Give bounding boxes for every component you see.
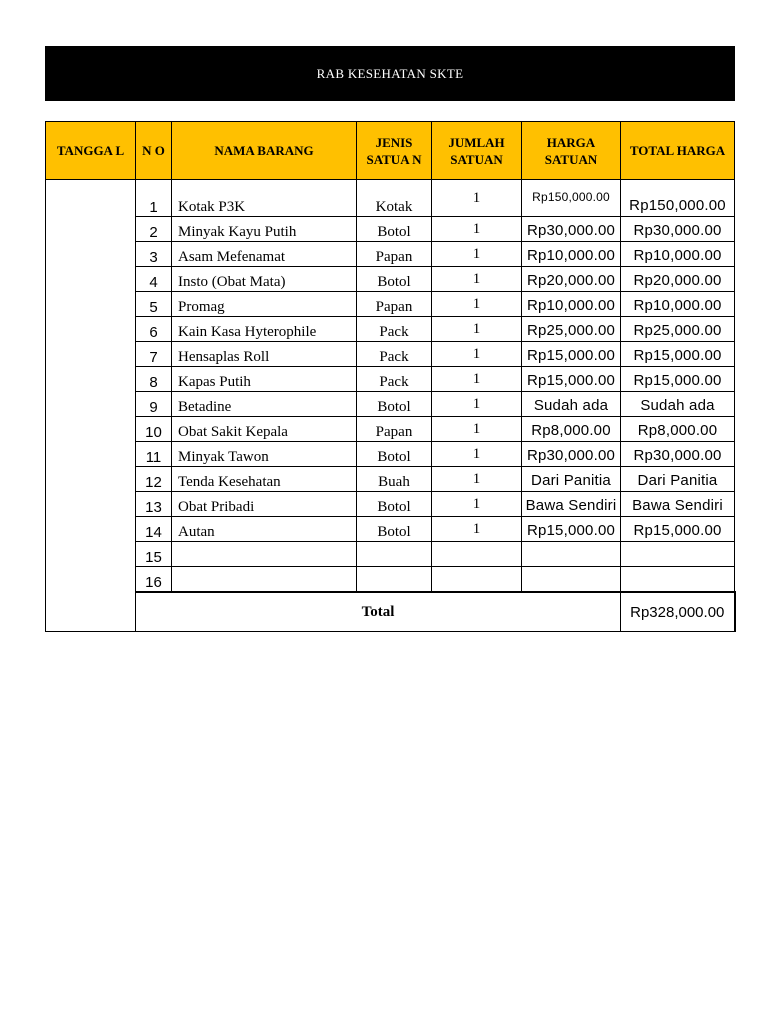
row-unit-text: Botol: [377, 224, 411, 240]
row-name-text: Asam Mefenamat: [178, 249, 286, 265]
row-total-cell: [621, 292, 735, 317]
row-qty-cell: [432, 342, 522, 367]
header-no: N O: [136, 122, 172, 180]
row-name-text: Betadine: [178, 399, 232, 415]
row-price-cell: [522, 417, 621, 442]
row-qty-text: 1: [472, 495, 481, 512]
row-no-cell: [136, 467, 172, 492]
row-no-cell: [136, 317, 172, 342]
row-price-cell: [522, 392, 621, 417]
row-name-text: Promag: [178, 299, 225, 315]
row-name-text: Insto (Obat Mata): [178, 274, 286, 290]
rab-table: [45, 121, 736, 632]
row-no-text: 16: [145, 574, 162, 591]
row-total-text: Bawa Sendiri: [632, 497, 723, 514]
row-no-cell: [136, 267, 172, 292]
row-qty-cell: [432, 367, 522, 392]
row-unit-cell: [357, 542, 432, 567]
row-price-cell: [522, 217, 621, 242]
table-row: [46, 317, 735, 342]
row-name-text: Hensaplas Roll: [178, 349, 270, 365]
row-price-cell: [522, 367, 621, 392]
row-price-cell: [522, 342, 621, 367]
row-total-cell: [621, 567, 735, 593]
row-qty-cell: [432, 442, 522, 467]
row-name-cell: [172, 417, 357, 442]
row-total-cell: [621, 517, 735, 542]
row-no-text: 8: [149, 374, 158, 391]
row-no-cell: [136, 542, 172, 567]
table-row: [46, 567, 735, 593]
row-unit-text: Pack: [379, 374, 409, 390]
table-row: [46, 467, 735, 492]
row-price-text: Rp150,000.00: [532, 189, 610, 204]
row-qty-text: 1: [472, 520, 481, 537]
row-unit-text: Pack: [379, 349, 409, 365]
row-qty-cell: [432, 567, 522, 593]
row-name-cell: [172, 367, 357, 392]
row-price-text: Rp10,000.00: [526, 297, 616, 314]
table-body: [46, 180, 735, 632]
header-row: [46, 122, 735, 180]
row-unit-text: Botol: [377, 449, 411, 465]
row-unit-cell: [357, 180, 432, 217]
row-price-cell: [522, 242, 621, 267]
table-row: [46, 442, 735, 467]
row-name-text: Minyak Kayu Putih: [178, 224, 297, 240]
table-row: [46, 367, 735, 392]
row-total-text: Rp20,000.00: [633, 272, 722, 289]
row-unit-text: Botol: [377, 524, 411, 540]
row-price-cell: [522, 442, 621, 467]
row-unit-cell: [357, 217, 432, 242]
row-name-cell: [172, 292, 357, 317]
row-no-cell: [136, 292, 172, 317]
row-total-cell: [621, 417, 735, 442]
row-total-text: Sudah ada: [640, 397, 715, 414]
row-price-text: Rp15,000.00: [526, 347, 616, 364]
document-title: [45, 46, 735, 101]
row-name-cell: [172, 342, 357, 367]
header-total-harga: TOTAL HARGA: [621, 122, 735, 180]
total-row: [46, 592, 735, 632]
row-no-cell: [136, 442, 172, 467]
row-qty-cell: [432, 517, 522, 542]
row-price-text: Rp25,000.00: [526, 322, 616, 339]
row-name-text: Obat Pribadi: [178, 499, 255, 515]
row-price-cell: [522, 180, 621, 217]
title-text: RAB KESEHATAN SKTE: [316, 65, 464, 81]
table-row: [46, 292, 735, 317]
row-total-text: Rp25,000.00: [633, 322, 722, 339]
row-name-cell: [172, 517, 357, 542]
row-name-cell: [172, 467, 357, 492]
row-price-text: Sudah ada: [533, 397, 609, 414]
row-unit-cell: [357, 467, 432, 492]
row-no-text: 6: [149, 324, 158, 341]
row-name-cell: [172, 267, 357, 292]
row-qty-cell: [432, 180, 522, 217]
row-no-cell: [136, 367, 172, 392]
row-no-cell: [136, 217, 172, 242]
row-no-text: 3: [149, 249, 158, 266]
row-unit-cell: [357, 417, 432, 442]
row-price-cell: [522, 542, 621, 567]
row-qty-text: 1: [472, 220, 481, 237]
row-total-cell: [621, 342, 735, 367]
row-qty-cell: [432, 417, 522, 442]
row-no-cell: [136, 417, 172, 442]
row-no-text: 15: [145, 549, 162, 566]
row-name-text: Autan: [178, 524, 215, 540]
row-no-cell: [136, 342, 172, 367]
row-total-text: Rp15,000.00: [633, 522, 722, 539]
row-no-text: 4: [149, 274, 158, 291]
header-nama-barang: NAMA BARANG: [172, 122, 357, 180]
row-no-cell: [136, 492, 172, 517]
row-total-text: Dari Panitia: [637, 472, 718, 489]
row-unit-text: Botol: [377, 399, 411, 415]
total-value: Rp328,000.00: [621, 592, 735, 632]
row-name-cell: [172, 442, 357, 467]
row-unit-cell: [357, 267, 432, 292]
row-unit-cell: [357, 367, 432, 392]
row-unit-cell: [357, 317, 432, 342]
row-no-cell: [136, 180, 172, 217]
header-jenis-satuan: JENIS SATUA N: [357, 122, 432, 180]
row-qty-text: 1: [472, 470, 481, 487]
row-no-text: 11: [145, 449, 162, 466]
row-name-cell: [172, 567, 357, 593]
row-no-cell: [136, 392, 172, 417]
row-total-cell: [621, 317, 735, 342]
row-qty-cell: [432, 392, 522, 417]
row-qty-text: 1: [472, 245, 481, 262]
row-price-text: Rp20,000.00: [526, 272, 616, 289]
tanggal-cell: [46, 180, 136, 632]
row-no-text: 13: [145, 499, 162, 516]
row-qty-text: 1: [472, 395, 481, 412]
row-no-cell: [136, 567, 172, 593]
row-unit-text: Botol: [377, 274, 411, 290]
row-name-text: Obat Sakit Kepala: [178, 424, 288, 440]
row-price-text: Bawa Sendiri: [525, 497, 617, 514]
row-unit-cell: [357, 567, 432, 593]
row-no-text: 9: [149, 399, 158, 416]
row-total-text: Rp150,000.00: [629, 197, 726, 214]
row-price-text: Rp15,000.00: [526, 522, 616, 539]
row-unit-cell: [357, 292, 432, 317]
row-name-text: Kapas Putih: [178, 374, 251, 390]
row-qty-text: 1: [472, 270, 481, 287]
row-qty-cell: [432, 267, 522, 292]
total-label: Total: [136, 592, 621, 632]
row-price-text: Rp15,000.00: [526, 372, 616, 389]
row-name-cell: [172, 542, 357, 567]
row-qty-cell: [432, 492, 522, 517]
row-no-text: 12: [145, 474, 162, 491]
table-row: [46, 267, 735, 292]
row-total-text: Rp30,000.00: [633, 447, 722, 464]
row-unit-text: Papan: [375, 299, 413, 315]
row-total-cell: [621, 217, 735, 242]
table-row: [46, 217, 735, 242]
row-price-text: Rp30,000.00: [526, 447, 616, 464]
row-name-text: Minyak Tawon: [178, 449, 269, 465]
row-price-cell: [522, 492, 621, 517]
row-unit-cell: [357, 242, 432, 267]
row-name-text: Kain Kasa Hyterophile: [178, 324, 317, 340]
table-row: [46, 342, 735, 367]
row-no-text: 7: [149, 349, 158, 366]
row-price-cell: [522, 292, 621, 317]
row-total-cell: [621, 392, 735, 417]
row-price-cell: [522, 517, 621, 542]
row-no-cell: [136, 517, 172, 542]
row-price-cell: [522, 467, 621, 492]
row-total-cell: [621, 442, 735, 467]
row-total-text: Rp10,000.00: [633, 247, 722, 264]
row-name-cell: [172, 217, 357, 242]
row-price-cell: [522, 317, 621, 342]
row-qty-text: 1: [472, 320, 481, 337]
row-total-cell: [621, 267, 735, 292]
row-total-text: Rp15,000.00: [633, 372, 722, 389]
row-total-cell: [621, 542, 735, 567]
row-name-text: Kotak P3K: [178, 199, 246, 215]
row-price-cell: [522, 567, 621, 593]
row-unit-text: Papan: [375, 249, 413, 265]
row-price-text: Rp8,000.00: [531, 422, 611, 439]
table-row: [46, 492, 735, 517]
row-unit-cell: [357, 442, 432, 467]
row-name-cell: [172, 242, 357, 267]
row-name-cell: [172, 317, 357, 342]
row-total-cell: [621, 467, 735, 492]
row-no-cell: [136, 242, 172, 267]
header-jumlah-satuan: JUMLAH SATUAN: [432, 122, 522, 180]
row-no-text: 14: [145, 524, 162, 541]
row-total-text: Rp30,000.00: [633, 222, 722, 239]
row-price-text: Dari Panitia: [531, 472, 611, 489]
row-qty-cell: [432, 542, 522, 567]
row-qty-text: 1: [472, 295, 481, 312]
row-unit-text: Kotak: [375, 199, 413, 215]
table-row: [46, 542, 735, 567]
header-harga-satuan: HARGA SATUAN: [522, 122, 621, 180]
row-no-text: 1: [149, 199, 158, 216]
row-price-text: Rp30,000.00: [526, 222, 616, 239]
row-unit-text: Pack: [379, 324, 409, 340]
row-qty-text: 1: [472, 189, 481, 206]
row-price-text: Rp10,000.00: [526, 247, 616, 264]
row-qty-cell: [432, 467, 522, 492]
row-total-text: Rp10,000.00: [633, 297, 722, 314]
row-name-text: Tenda Kesehatan: [178, 474, 281, 490]
row-name-cell: [172, 492, 357, 517]
table-row: [46, 417, 735, 442]
row-unit-text: Buah: [378, 474, 410, 490]
row-unit-text: Botol: [377, 499, 411, 515]
row-unit-text: Papan: [375, 424, 413, 440]
row-unit-cell: [357, 392, 432, 417]
row-unit-cell: [357, 342, 432, 367]
table-row: [46, 517, 735, 542]
row-name-cell: [172, 180, 357, 217]
row-qty-text: 1: [472, 345, 481, 362]
row-no-text: 5: [149, 299, 158, 316]
row-qty-text: 1: [472, 445, 481, 462]
row-total-text: Rp8,000.00: [637, 422, 718, 439]
row-total-cell: [621, 492, 735, 517]
row-total-cell: [621, 180, 735, 217]
row-qty-cell: [432, 242, 522, 267]
row-total-cell: [621, 242, 735, 267]
row-qty-text: 1: [472, 420, 481, 437]
row-unit-cell: [357, 492, 432, 517]
row-unit-cell: [357, 517, 432, 542]
table-row: [46, 180, 735, 217]
table-row: [46, 242, 735, 267]
row-qty-cell: [432, 317, 522, 342]
table-row: [46, 392, 735, 417]
row-price-cell: [522, 267, 621, 292]
row-total-text: Rp15,000.00: [633, 347, 722, 364]
row-name-cell: [172, 392, 357, 417]
row-qty-cell: [432, 217, 522, 242]
row-no-text: 10: [145, 424, 162, 441]
header-tanggal: TANGGA L: [46, 122, 136, 180]
row-total-cell: [621, 367, 735, 392]
row-qty-text: 1: [472, 370, 481, 387]
row-no-text: 2: [149, 224, 158, 241]
row-qty-cell: [432, 292, 522, 317]
